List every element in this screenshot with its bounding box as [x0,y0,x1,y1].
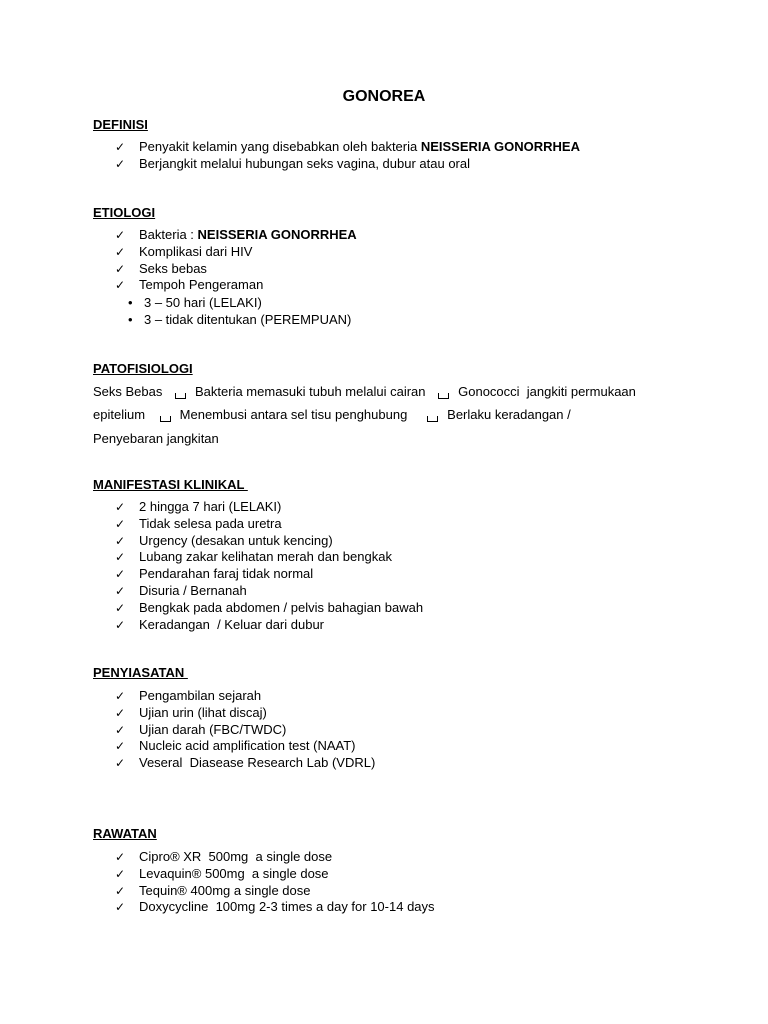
list-item: ✓ Tidak selesa pada uretra [115,515,282,531]
checkmark-icon: ✓ [115,722,126,737]
arrow-icon [438,393,449,399]
heading-definisi: DEFINISI [93,117,148,132]
list-item: ✓ Levaquin® 500mg a single dose [115,865,329,881]
checkmark-icon: ✓ [115,739,126,754]
checkmark-icon: ✓ [115,705,126,720]
flow-line: Penyebaran jangkitan [93,431,219,446]
bullet-icon: • [128,295,133,310]
checkmark-icon: ✓ [115,500,126,514]
penyiasatan-list [115,688,375,772]
checkmark-icon: ✓ [115,883,126,898]
checkmark-icon: ✓ [115,156,126,171]
heading-manifestasi: MANIFESTASI KLINIKAL [93,477,248,492]
heading-rawatan: RAWATAN [93,826,157,841]
etiologi-list [115,227,357,294]
list-item: ✓ Bakteria : NEISSERIA GONORRHEA [115,227,357,242]
checkmark-icon: ✓ [115,533,126,548]
checkmark-icon: ✓ [115,900,126,915]
checkmark-icon: ✓ [115,228,126,242]
list-item: ✓ Ujian urin (lihat discaj) [115,704,267,720]
list-item: ✓ Nucleic acid amplification test (NAAT) [115,738,356,754]
incubation-list [128,294,351,328]
checkmark-icon: ✓ [115,516,126,531]
list-item: ✓ Cipro® XR 500mg a single dose [115,849,333,864]
heading-etiologi: ETIOLOGI [93,205,156,220]
heading-patofisiologi: PATOFISIOLOGI [93,361,193,376]
list-item: ✓ Tequin® 400mg a single dose [115,882,311,898]
checkmark-icon: ✓ [115,866,126,881]
checkmark-icon: ✓ [115,689,126,703]
list-item: ✓ Pendarahan faraj tidak normal [115,566,314,582]
list-item: ✓ Keradangan / Keluar dari dubur [115,616,325,632]
list-item: • 3 – tidak ditentukan (PEREMPUAN) [128,312,352,327]
checkmark-icon: ✓ [115,244,126,259]
checkmark-icon: ✓ [115,567,126,582]
list-item: ✓ Ujian darah (FBC/TWDC) [115,721,287,737]
list-item: • 3 – 50 hari (LELAKI) [128,295,262,310]
definisi-list [115,139,580,173]
checkmark-icon: ✓ [115,140,126,154]
checkmark-icon: ✓ [115,278,126,293]
flow-line: epitelium Menembusi antara sel tisu penghubung Berlaku keradangan / [93,407,571,422]
list-item: ✓ Disuria / Bernanah [115,582,247,598]
list-item: ✓ Lubang zakar kelihatan merah dan bengkak [115,549,392,565]
checkmark-icon: ✓ [115,617,126,632]
list-item: ✓ 2 hingga 7 hari (LELAKI) [115,499,282,514]
list-item: ✓ Veseral Diasease Research Lab (VDRL) [115,755,376,771]
arrow-icon [427,416,438,422]
checkmark-icon: ✓ [115,261,126,276]
bullet-icon: • [128,312,133,327]
rawatan-list [115,849,435,916]
checkmark-icon: ✓ [115,756,126,771]
arrow-icon [160,416,171,422]
flow-line: Seks Bebas Bakteria memasuki tubuh melalui cairan Gonococci jangkiti permukaan [93,384,636,399]
list-item: ✓ Berjangkit melalui hubungan seks vagina, dubur atau oral [115,155,470,171]
checkmark-icon: ✓ [115,850,126,864]
document-title: GONOREA [342,88,426,105]
checkmark-icon: ✓ [115,550,126,565]
list-item: ✓ Bengkak pada abdomen / pelvis bahagian bawah [115,599,424,615]
checkmark-icon: ✓ [115,583,126,598]
list-item: ✓ Komplikasi dari HIV [115,243,253,259]
list-item: ✓ Doxycycline 100mg 2-3 times a day for 10-14 days [115,899,435,915]
checkmark-icon: ✓ [115,600,126,615]
list-item: ✓ Urgency (desakan untuk kencing) [115,532,333,548]
list-item: ✓ Penyakit kelamin yang disebabkan oleh bakteria NEISSERIA GONORRHEA [115,139,580,154]
list-item: ✓ Pengambilan sejarah [115,688,262,703]
list-item: ✓ Tempoh Pengeraman [115,277,264,293]
manifestasi-list [115,499,423,633]
heading-penyiasatan: PENYIASATAN [93,665,188,680]
list-item: ✓ Seks bebas [115,260,207,276]
arrow-icon [175,393,186,399]
